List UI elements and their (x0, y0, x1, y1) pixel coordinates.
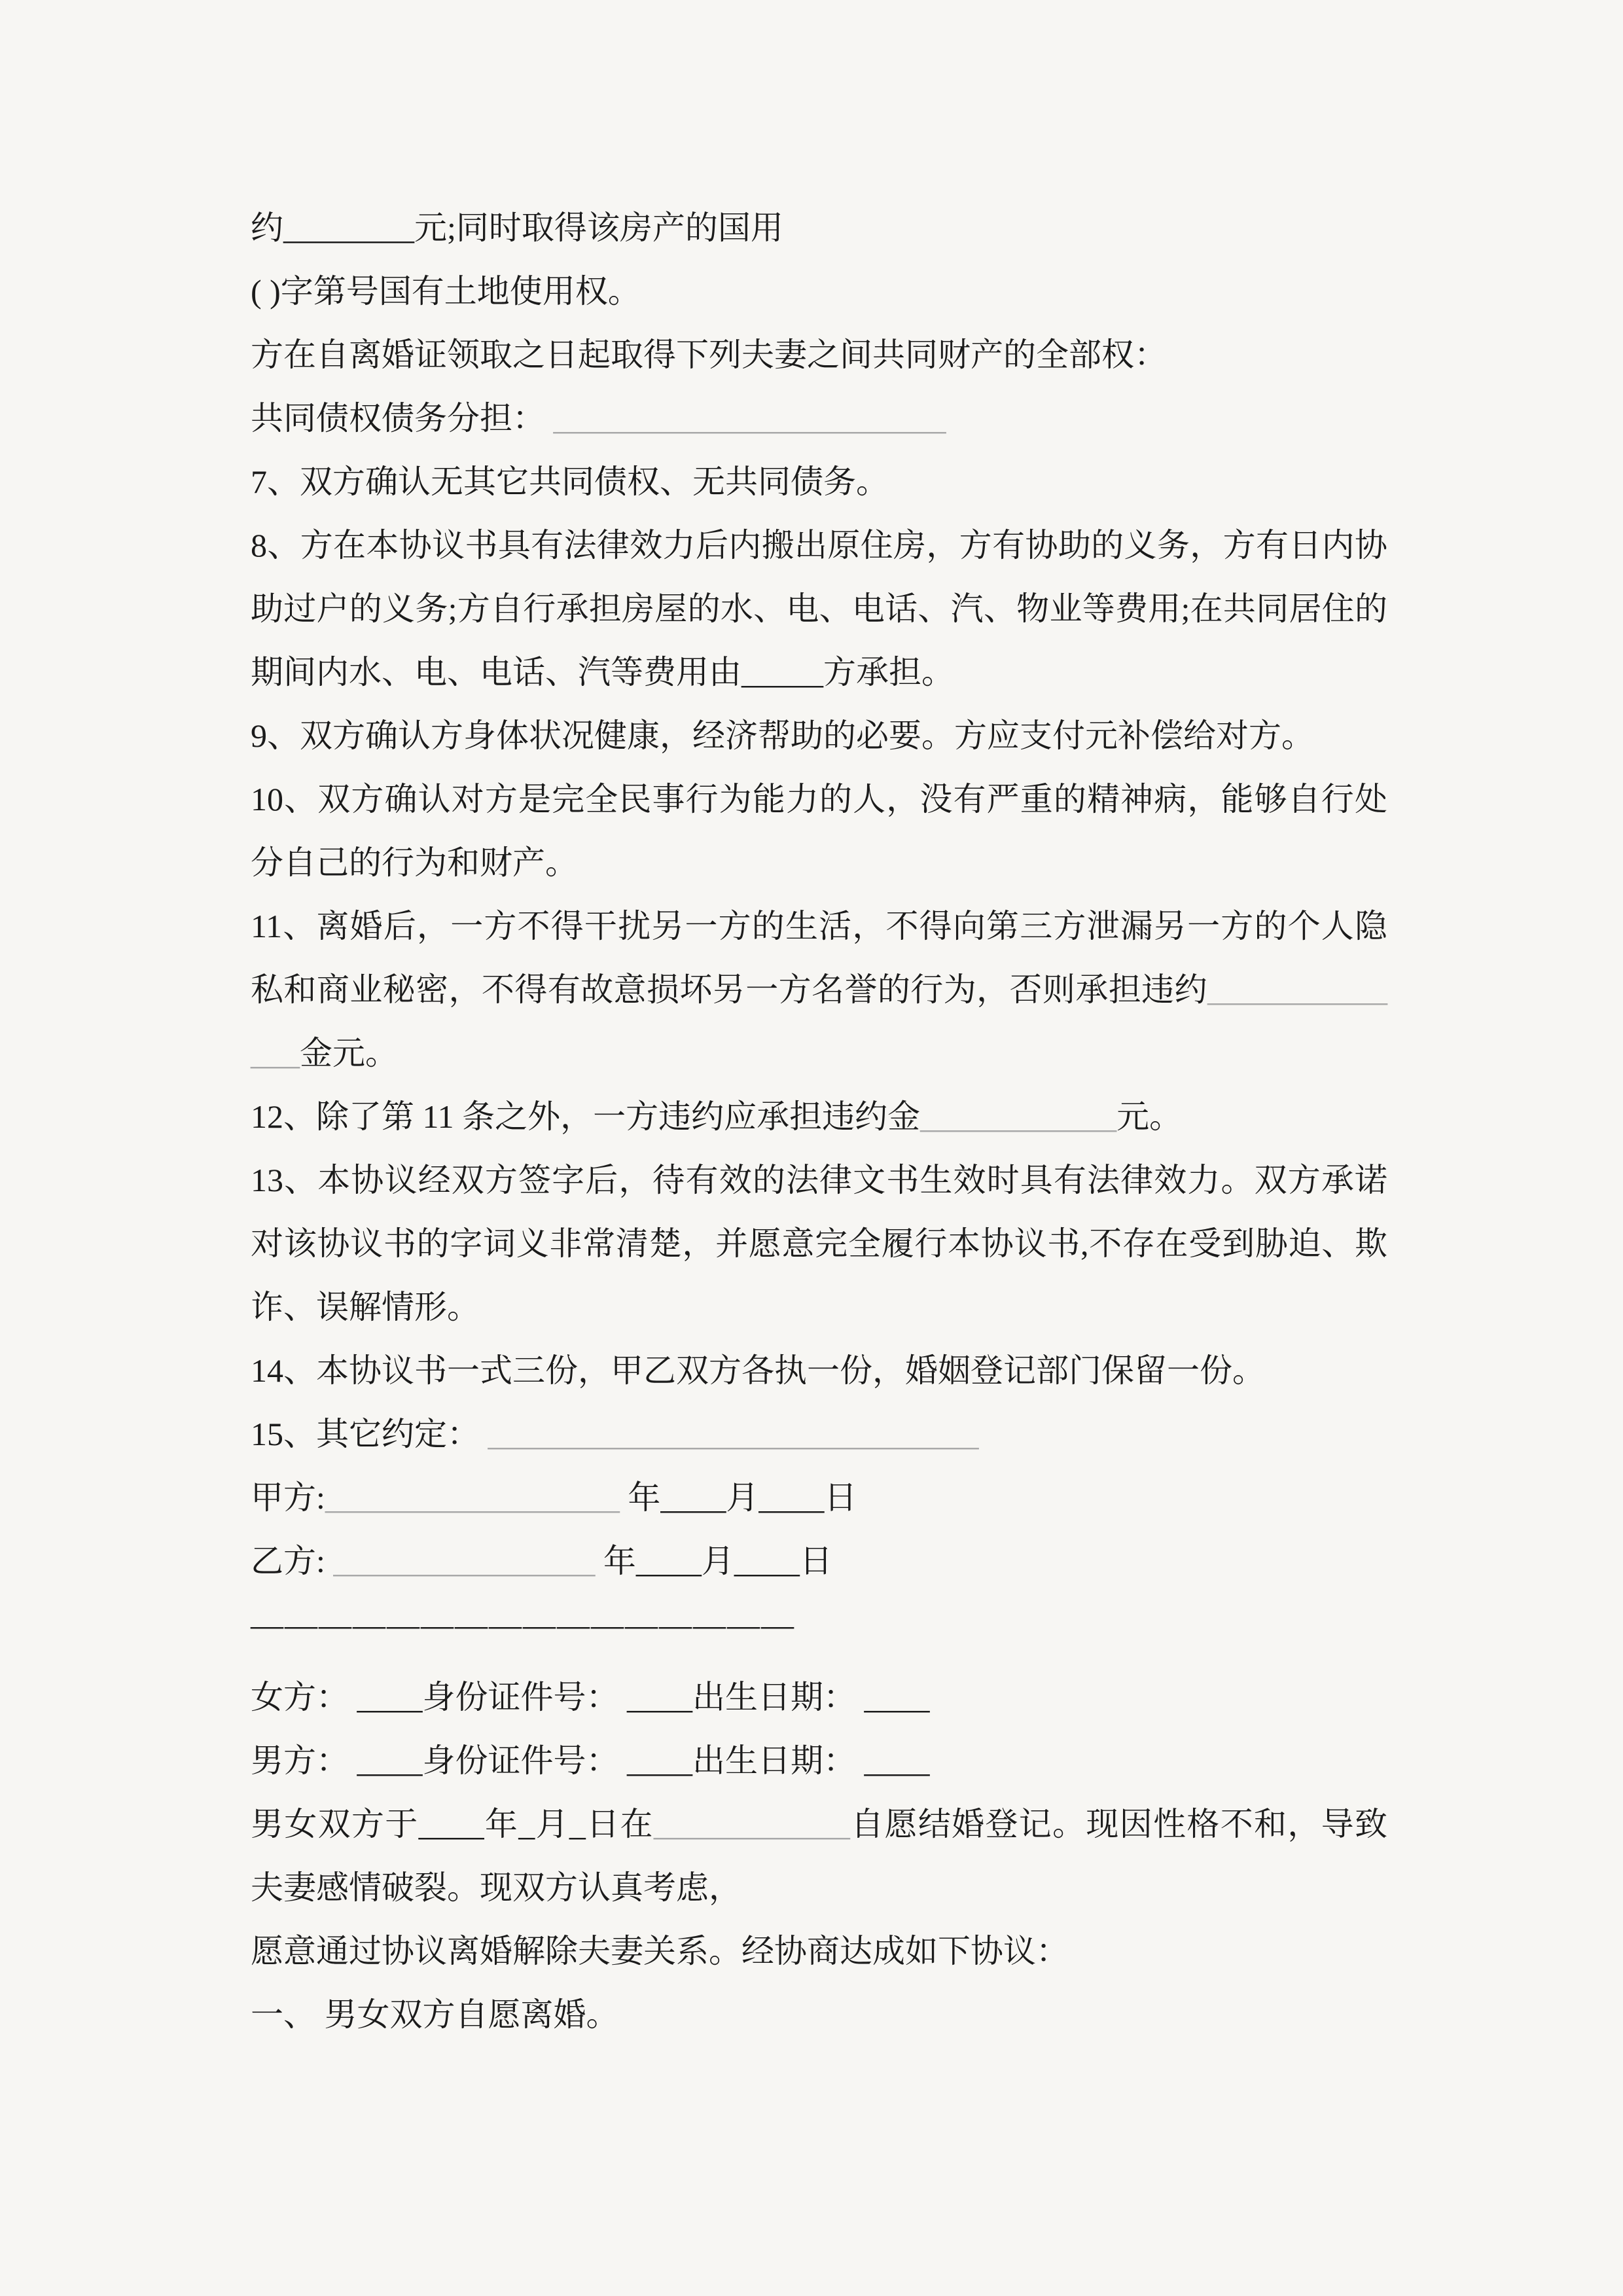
party-b-date: 年____月____日 (595, 1543, 832, 1579)
marriage-reg-blank: ____________ (653, 1806, 850, 1842)
doc-line-property-ownership: 方在自离婚证领取之日起取得下列夫妻之间共同财产的全部权： (251, 336, 1167, 373)
party-a-date: 年____月____日 (619, 1479, 857, 1516)
doc-line-clause-7: 7、双方确认无其它共同债权、无共同债务。 (251, 463, 889, 500)
section-divider: ———————————————— (251, 1606, 795, 1643)
clause-12-suffix: 元。 (1116, 1098, 1183, 1135)
doc-line-clause-10: 10、双方确认对方是完全民事行为能力的人，没有严重的精神病，能够自行处分自己的行为和财产。 (251, 781, 1387, 881)
clause-11-text: 11、离婚后，一方不得干扰另一方的生活，不得向第三方泄漏另一方的个人隐私和商业秘密，不得有故意损坏另一方名誉的行为，否则承担违约 (251, 908, 1387, 1008)
doc-line-house-value: 约________元;同时取得该房产的国用 (251, 209, 783, 246)
clause-15-label: 15、其它约定： (251, 1416, 488, 1452)
clause-12-text: 12、除了第 11 条之外，一方违约应承担违约金 (251, 1098, 921, 1135)
doc-line-clause-14: 14、本协议书一式三份，甲乙双方各执一份，婚姻登记部门保留一份。 (251, 1352, 1265, 1389)
doc-line-clause-15 (251, 1403, 1387, 1466)
doc-line-clause-8: 8、方在本协议书具有法律效力后内搬出原住房，方有协助的义务，方有日内协助过户的义务;方自行承担房屋的水、电、电话、汽、物业等费用;在共同居住的期间内水、电、电话、汽等费用由_____方承担。 (251, 527, 1387, 691)
doc-line-article-1: 一、 男女双方自愿离婚。 (251, 1996, 619, 2033)
marriage-reg-text-a: 男女双方于____年_月_日在 (251, 1806, 654, 1842)
doc-line-debt-split (251, 387, 1387, 450)
clause-15-blank: ______________________________ (488, 1416, 979, 1452)
doc-line-clause-13: 13、本协议经双方签字后，待有效的法律文书生效时具有法律效力。双方承诺对该协议书的字词义非常清楚，并愿意完全履行本协议书,不存在受到胁迫、欺诈、误解情形。 (251, 1162, 1387, 1325)
party-b-blank: ________________ (333, 1543, 596, 1579)
party-a-blank: __________________ (325, 1479, 620, 1516)
document-content (251, 196, 1387, 2047)
party-a-label: 甲方: (251, 1479, 325, 1516)
party-b-label: 乙方: (251, 1543, 334, 1579)
doc-line-man-info: 男方： ____身份证件号： ____出生日期： ____ (251, 1742, 930, 1779)
doc-line-clause-12 (251, 1085, 1387, 1149)
doc-line-woman-info: 女方： ____身份证件号： ____出生日期： ____ (251, 1679, 930, 1715)
debt-split-blank: ________________________ (553, 400, 946, 437)
clause-12-blank: ____________ (920, 1098, 1117, 1135)
clause-11-blank: ______________ (251, 971, 1387, 1071)
doc-line-clause-11 (251, 895, 1387, 1085)
clause-11-suffix: 金元。 (300, 1035, 398, 1071)
debt-split-label: 共同债权债务分担： (251, 400, 554, 437)
doc-line-land-use-right: ( )字第号国有土地使用权。 (251, 273, 641, 310)
doc-line-agreement-intro: 愿意通过协议离婚解除夫妻关系。经协商达成如下协议： (251, 1933, 1069, 1969)
doc-line-party-b-signature (251, 1530, 1387, 1593)
doc-line-marriage-registration (251, 1793, 1387, 1920)
doc-line-clause-9: 9、双方确认方身体状况健康，经济帮助的必要。方应支付元补偿给对方。 (251, 717, 1314, 754)
doc-line-party-a-signature (251, 1466, 1387, 1530)
marriage-reg-text-b: 自愿结婚登记。现因性格不和，导致夫妻感情破裂。现双方认真考虑， (251, 1806, 1388, 1906)
